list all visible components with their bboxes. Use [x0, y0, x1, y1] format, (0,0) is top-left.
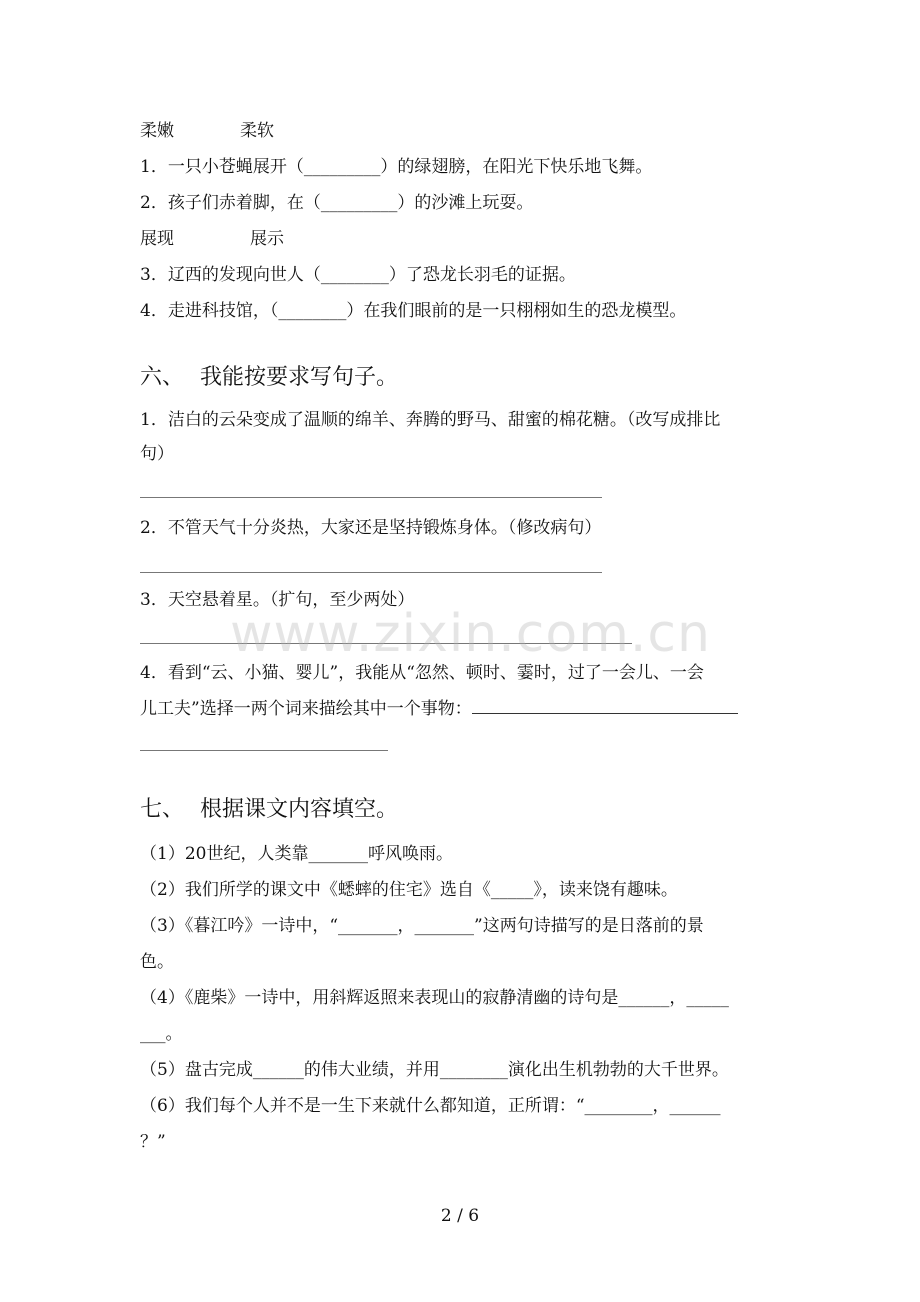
page-number: 2 / 6	[440, 1206, 480, 1226]
question-6-1: 1．洁白的云朵变成了温顺的绵羊、奔腾的野马、甜蜜的棉花糖。（改写成排比	[140, 410, 721, 430]
question-7-4: （4）《鹿柴》一诗中，用斜辉返照来表现山的寂静清幽的诗句是______，_____	[140, 988, 729, 1008]
question-6-4-cont	[140, 697, 738, 720]
watermark: www.zixin.com.cn	[230, 604, 711, 664]
question-7-6-cont: ？”	[140, 1132, 166, 1152]
answer-blank[interactable]	[472, 697, 738, 714]
question-6-2: 2．不管天气十分炎热，大家还是坚持锻炼身体。（修改病句）	[140, 518, 602, 538]
question-5-3: 3．辽西的发现向世人（________）了恐龙长羽毛的证据。	[140, 265, 576, 285]
question-7-2: （2）我们所学的课文中《蟋蟀的住宅》选自《_____》，读来饶有趣味。	[140, 880, 678, 900]
section-number: 七、	[140, 797, 185, 822]
word-option: 柔嫩	[140, 121, 174, 141]
question-6-4: 4．看到“云、小猫、婴儿”，我能从“忽然、顿时、霎时，过了一会儿、一会	[140, 663, 704, 683]
question-5-4: 4．走进科技馆，（________）在我们眼前的是一只栩栩如生的恐龙模型。	[140, 301, 687, 321]
question-5-1: 1．一只小苍蝇展开（_________）的绿翅膀，在阳光下快乐地飞舞。	[140, 157, 653, 177]
answer-line-6-4[interactable]	[140, 750, 388, 751]
section-title: 根据课文内容填空。	[200, 797, 399, 822]
question-5-2: 2．孩子们赤着脚，在（_________）的沙滩上玩耍。	[140, 193, 534, 213]
question-6-1-cont: 句）	[140, 444, 174, 464]
word-pair-2	[140, 228, 284, 250]
section-6-heading	[140, 364, 398, 392]
question-6-3: 3．天空悬着星。（扩句，至少两处）	[140, 590, 415, 610]
question-7-1: （1）20世纪，人类靠_______呼风唤雨。	[140, 844, 453, 864]
word-option: 柔软	[240, 121, 274, 141]
section-title: 我能按要求写句子。	[200, 365, 399, 390]
section-number: 六、	[140, 365, 185, 390]
question-text: 儿工夫”选择一两个词来描绘其中一个事物：	[140, 699, 472, 719]
answer-line-6-2[interactable]	[140, 572, 602, 573]
question-7-6: （6）我们每个人并不是一生下来就什么都知道，正所谓：“________，______	[140, 1096, 721, 1116]
word-pair-1	[140, 120, 274, 142]
question-7-5: （5）盘古完成______的伟大业绩，并用________演化出生机勃勃的大千世界。	[140, 1060, 729, 1080]
answer-line-6-1[interactable]	[140, 497, 602, 498]
question-7-4-cont: ___。	[140, 1024, 183, 1044]
question-7-3: （3）《暮江吟》一诗中，“_______，_______”这两句诗描写的是日落前的景	[140, 916, 704, 936]
section-7-heading	[140, 796, 398, 824]
word-option: 展示	[250, 229, 284, 249]
word-option: 展现	[140, 229, 174, 249]
question-7-3-cont: 色。	[140, 952, 174, 972]
